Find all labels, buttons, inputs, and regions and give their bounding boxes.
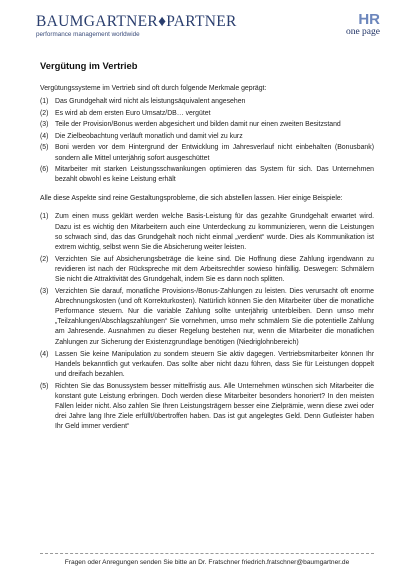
list-number: (4) (40, 132, 49, 140)
list-text: Das Grundgehalt wird nicht als leistungsäquivalent angesehen (55, 98, 246, 106)
list-item (40, 109, 374, 119)
list-text: Verzichten Sie auf Absicherungsbeträge die keine sind. Die Hoffnung diese Zahlung irgendwann zu revidieren ist nach der Rückspreche mit dem Arbeitsrechtler sowieso hinfällig. Deswegen: Schmälern Sie nicht die Attraktivität des Grundgehalt, indem Sie es dann noch splitten. (55, 255, 374, 283)
list-item (40, 97, 374, 107)
list-item (40, 143, 374, 163)
list-item (40, 382, 374, 432)
hr-logo-text: HR (358, 11, 380, 28)
list-item (40, 255, 374, 285)
list-text: Es wird ab dem ersten Euro Umsatz/DB… vergütet (55, 109, 211, 117)
document-body (40, 84, 374, 434)
list-number: (1) (40, 213, 49, 221)
transition-paragraph: Alle diese Aspekte sind reine Gestaltungsprobleme, die sich abstellen lassen. Hier einige Beispiele: (40, 195, 343, 203)
list-number: (1) (40, 98, 49, 106)
list-text: Verzichten Sie darauf, monatliche Provisions-/Bonus-Zahlungen zu leisten. Dies verursacht oft enorme Abrechnungskosten (und oft Korrekturkosten). Natürlich können Sie den Mitarbeiter über die monatliche Performance steuern. Nur die variable Zahlung sollte unterjährig unterbleiben. Denn umso mehr „Teilzahlungen/Abschlagszahlungen“ Sie vornehmen, umso mehr schmälern Sie die potentielle Zahlung am Jahresende. Ausnahmen zu dieser Regelung bestehen nur, wenn die Mitarbeiter die monatlichen Zahlungen zur Sicherung der Existenzgrundlage benötigen (Niedriglohnbereich) (55, 288, 374, 346)
company-logo (36, 14, 237, 39)
page-title: Vergütung im Vertrieb (40, 60, 138, 71)
footer-divider (40, 553, 374, 554)
list-number: (2) (40, 109, 49, 117)
one-page-logo-text: one page (345, 27, 380, 37)
list-text: Richten Sie das Bonussystem besser mittelfristig aus. Alle Unternehmen wünschen sich Mitarbeiter die konstant gute Leistung erbringen. Doch werden diese Mitarbeiter besonders honoriert? In den meisten Fällen leider nicht. Also zahlen Sie Ihren Leistungsträgern besser eine Zielprämie, wenn diese zwei oder drei Jahre lang Ihre Ziele erfüllt/übertroffen haben. Das ist gut angelegtes Geld. Denn Gutleister haben Ihr Geld immer verdient“ (55, 382, 374, 431)
list-text: Boni werden vor dem Hintergrund der Entwicklung im Jahresverlauf nicht einbehalten (Bonusbank) sondern alle Mittel unterjährig sofort ausgeschüttet (55, 144, 374, 162)
list-text: Mitarbeiter mit starken Leistungsschwankungen optimieren das System für sich. Das Unternehmen bezahlt obwohl es keine Leistung erhält (55, 166, 374, 184)
intro-paragraph: Vergütungssysteme im Vertrieb sind oft durch folgende Merkmale geprägt: (40, 85, 267, 92)
list-number: (3) (40, 288, 49, 296)
footer-contact: Fragen oder Anregungen senden Sie bitte an Dr. Fratschner friedrich.fratschner@baumgartner.de (64, 559, 350, 566)
example-list (40, 212, 374, 432)
list-item (40, 132, 374, 142)
list-number: (5) (40, 382, 49, 390)
list-text: Zum einen muss geklärt werden welche Basis-Leistung für das gezahlte Grundgehalt erwartet wird. Dazu ist es wichtig den Mitarbeitern auch eine Unterdeckung zu kommunizieren, wenn die Leistungen so schwach sind, das das Grundgehalt noch nicht einmal „verdient“ wurde. Dies als Kommunikation ist extrem wichtig, selbst wenn Sie die Absicherung weiter leisten. (55, 213, 374, 251)
list-text: Teile der Provision/Bonus werden abgesichert und bilden damit nur einen zweiten Besitzstand (55, 121, 341, 129)
hr-one-page-logo (346, 13, 380, 37)
list-item (40, 350, 374, 380)
company-name: BAUMGARTNER♦PARTNER (36, 13, 237, 30)
list-number: (2) (40, 255, 49, 263)
company-tagline: performance management worldwide (36, 31, 140, 38)
list-number: (6) (40, 166, 49, 174)
list-item (40, 287, 374, 348)
list-number: (4) (40, 350, 49, 358)
list-text: Die Zielbeobachtung verläuft monatlich und damit viel zu kurz (55, 132, 243, 140)
list-number: (3) (40, 121, 49, 129)
list-item (40, 120, 374, 130)
list-text: Lassen Sie keine Manipulation zu sondern steuern Sie aktiv dagegen. Vertriebsmitarbeiter können Ihr Handels bekanntlich gut verkaufen. Das sollte aber nicht dazu führen, dass Sie für Leistungen doppelt und dreifach bezahlen. (55, 350, 374, 378)
list-item (40, 212, 374, 252)
list-item (40, 165, 374, 185)
list-number: (5) (40, 144, 49, 152)
feature-list (40, 97, 374, 185)
